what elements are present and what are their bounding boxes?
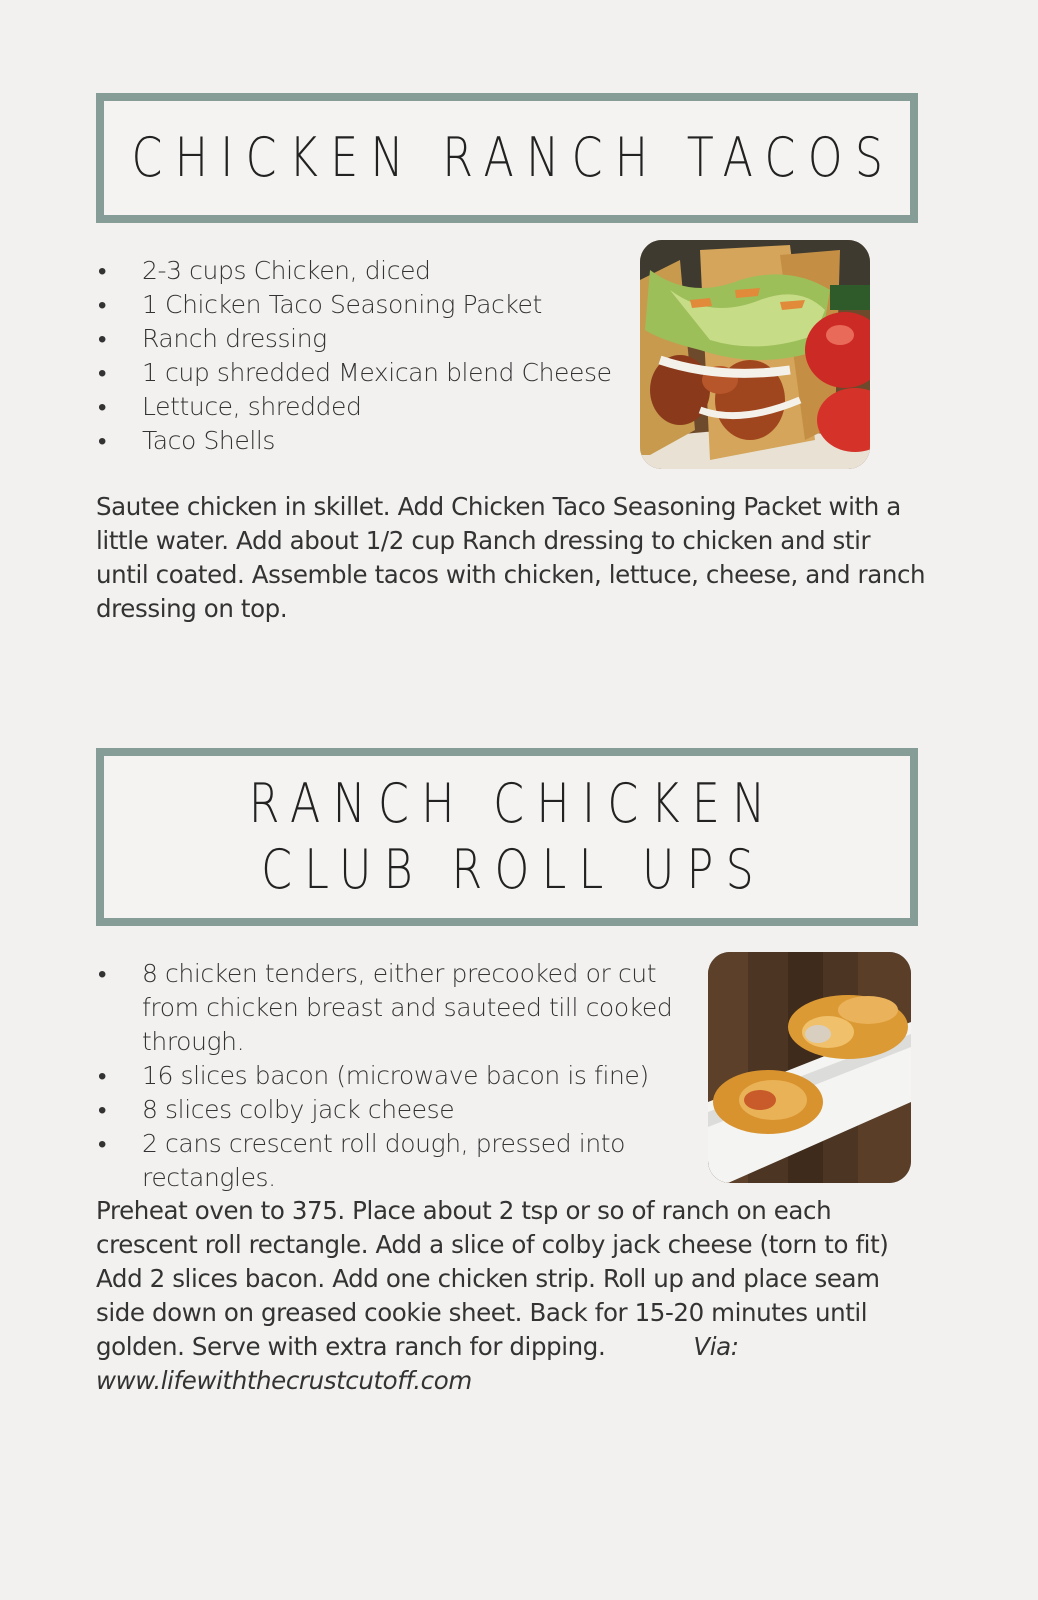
bullet-icon: • [98, 291, 107, 319]
list-item: • 8 chicken tenders, either precooked or cut from chicken breast and sauteed till cooked through. [98, 959, 673, 1056]
bullet-icon: • [98, 359, 107, 387]
list-item: • 8 slices colby jack cheese [96, 1093, 696, 1127]
list-item: • 1 Chicken Taco Seasoning Packet [96, 288, 616, 322]
list-item: • 2-3 cups Chicken, diced [96, 254, 616, 288]
bullet-icon: • [98, 325, 107, 353]
list-item: • Lettuce, shredded [96, 390, 616, 424]
bullet-icon: • [98, 393, 107, 421]
bullet-icon: • [98, 257, 107, 285]
recipe-2-directions [96, 1194, 926, 1398]
roll-ups-photo [708, 952, 911, 1183]
recipe-2-ingredient-list [96, 957, 696, 1195]
recipe-1-title: CHICKEN RANCH TACOS [131, 126, 896, 189]
recipe-1-directions: Sautee chicken in skillet. Add Chicken Taco Seasoning Packet with a little water. Add about 1/2 cup Ranch dressing to chicken and stir until coated. Assemble tacos with chicken, lettuce, cheese, and ranch dressing on top. [96, 492, 926, 623]
recipe-1-title-box [96, 93, 918, 223]
recipe-2-title-line-1: RANCH CHICKEN [248, 772, 778, 835]
list-item: • 2 cans crescent roll dough, pressed into rectangles. [98, 1129, 626, 1192]
list-item: • 1 cup shredded Mexican blend Cheese [96, 356, 616, 390]
bullet-icon: • [98, 1130, 107, 1158]
source-credit: Via: www.lifewiththecrustcutoff.com [96, 1332, 739, 1395]
recipe-2-directions-text: Preheat oven to 375. Place about 2 tsp or so of ranch on each crescent roll rectangle. Add a slice of colby jack cheese (torn to fit) Add 2 slices bacon. Add one chicken strip. Roll up and place seam side down on greased cookie sheet. Back for 15-20 minutes until golden. Serve with extra ranch for dipping. [96, 1196, 889, 1361]
recipe-2-title-box [96, 748, 918, 926]
list-item: • Taco Shells [96, 424, 616, 458]
list-item: • Ranch dressing [96, 322, 616, 356]
bullet-icon: • [98, 1062, 107, 1090]
tacos-photo [640, 240, 870, 469]
bullet-icon: • [98, 960, 107, 988]
bullet-icon: • [98, 1096, 107, 1124]
list-item: • 16 slices bacon (microwave bacon is fine) [96, 1059, 696, 1093]
recipe-2-title-line-2: CLUB ROLL UPS [260, 838, 766, 901]
bullet-icon: • [98, 427, 107, 455]
recipe-1-ingredient-list [96, 254, 616, 458]
